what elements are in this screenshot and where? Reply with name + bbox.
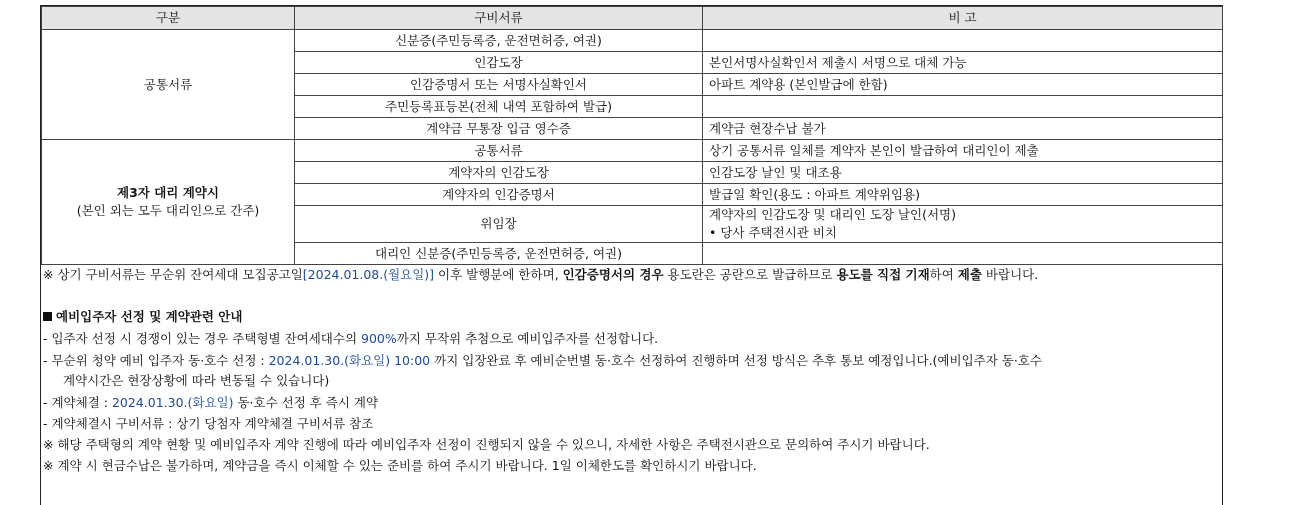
footnote-emphasis: 용도를 직접 기재 xyxy=(836,267,930,282)
section-title-text: 예비입주자 선정 및 계약관련 안내 xyxy=(56,309,243,324)
note-cell: 발급일 확인(용도 : 아파트 계약위임용) xyxy=(703,184,1223,206)
footnote-text: 용도란은 공란으로 발급하므로 xyxy=(663,267,837,282)
section-line xyxy=(43,352,1042,370)
line-text: - 무순위 청약 예비 입주자 동·호수 선정 : xyxy=(43,353,269,368)
document-frame xyxy=(40,5,1223,505)
footnote-emphasis: 인감증명서의 경우 xyxy=(562,267,664,282)
line-text: 까지 입장완료 후 예비순번별 동·호수 선정하여 진행하며 선정 방식은 추후 통보 예정입니다.(예비입주자 동·호수 xyxy=(430,353,1042,368)
doc-cell: 계약금 무통장 입금 영수증 xyxy=(295,118,703,140)
line-text: - 계약체결 : xyxy=(43,395,112,410)
doc-cell: 대리인 신분증(주민등록증, 운전면허증, 여권) xyxy=(295,243,703,265)
line-highlight: 900% xyxy=(361,331,397,346)
line-text: 까지 무작위 추첨으로 예비입주자를 선정합니다. xyxy=(396,331,659,346)
footnote-text: ※ 상기 구비서류는 무순위 잔여세대 모집공고일 xyxy=(43,267,303,282)
note-cell xyxy=(703,96,1223,118)
note-cell xyxy=(703,243,1223,265)
note-line: • 당사 주택전시관 비치 xyxy=(709,225,837,240)
square-bullet-icon xyxy=(43,312,52,321)
doc-cell: 인감증명서 또는 서명사실확인서 xyxy=(295,74,703,96)
note-cell xyxy=(703,206,1223,243)
table-row xyxy=(42,140,1223,162)
doc-cell: 신분증(주민등록증, 운전면허증, 여권) xyxy=(295,30,703,52)
note-cell: 아파트 계약용 (본인발급에 한함) xyxy=(703,74,1223,96)
header-documents: 구비서류 xyxy=(295,7,703,30)
section-line: ※ 계약 시 현금수납은 불가하며, 계약금을 즉시 이체할 수 있는 준비를 하여 주시기 바랍니다. 1일 이체한도를 확인하시기 바랍니다. xyxy=(43,458,757,473)
footnote-text: 이후 발행분에 한하며, xyxy=(434,267,563,282)
note-cell xyxy=(703,30,1223,52)
category-common: 공통서류 xyxy=(42,30,295,140)
footnote-emphasis: 제출 xyxy=(957,267,982,282)
section-line: ※ 해당 주택형의 계약 현황 및 예비입주자 계약 진행에 따라 예비입주자 선정이 진행되지 않을 수 있으니, 자세한 사항은 주택전시관으로 문의하여 주시기 바랍니다. xyxy=(43,437,930,452)
line-highlight: 2024.01.30.(화요일) xyxy=(111,395,234,410)
doc-cell: 주민등록표등본(전체 내역 포함하여 발급) xyxy=(295,96,703,118)
footnote-text: 하여 xyxy=(929,267,958,282)
note-cell: 인감도장 날인 및 대조용 xyxy=(703,162,1223,184)
footnote-line xyxy=(43,266,1038,284)
footnote-text: 바랍니다. xyxy=(981,267,1039,282)
header-remarks: 비 고 xyxy=(703,7,1223,30)
note-cell: 본인서명사실확인서 제출시 서명으로 대체 가능 xyxy=(703,52,1223,74)
table-row xyxy=(42,30,1223,52)
doc-cell: 공통서류 xyxy=(295,140,703,162)
section-title xyxy=(43,308,242,326)
section-line: 계약시간은 현장상황에 따라 변동될 수 있습니다) xyxy=(63,373,330,388)
proxy-label: 제3자 대리 계약시 xyxy=(117,185,219,200)
section-line xyxy=(43,330,658,348)
section-line xyxy=(43,394,378,412)
line-text: - 입주자 선정 시 경쟁이 있는 경우 주택형별 잔여세대수의 xyxy=(43,331,361,346)
doc-cell: 계약자의 인감도장 xyxy=(295,162,703,184)
table-header-row xyxy=(42,7,1223,30)
proxy-sublabel: (본인 외는 모두 대리인으로 간주) xyxy=(76,203,260,218)
footnote-date: [2024.01.08.(월요일)] xyxy=(302,267,435,282)
line-highlight: 2024.01.30.(화요일) 10:00 xyxy=(268,353,431,368)
doc-cell: 계약자의 인감증명서 xyxy=(295,184,703,206)
category-proxy xyxy=(42,140,295,265)
section-line: - 계약체결시 구비서류 : 상기 당첨자 계약체결 구비서류 참조 xyxy=(43,416,374,431)
header-category: 구분 xyxy=(42,7,295,30)
required-documents-table xyxy=(41,6,1223,265)
doc-cell: 인감도장 xyxy=(295,52,703,74)
note-cell: 계약금 현장수납 불가 xyxy=(703,118,1223,140)
doc-cell: 위임장 xyxy=(295,206,703,243)
note-cell: 상기 공통서류 일체를 계약자 본인이 발급하여 대리인이 제출 xyxy=(703,140,1223,162)
line-text: 동·호수 선정 후 즉시 계약 xyxy=(233,395,379,410)
note-line: 계약자의 인감도장 및 대리인 도장 날인(서명) xyxy=(709,207,956,222)
